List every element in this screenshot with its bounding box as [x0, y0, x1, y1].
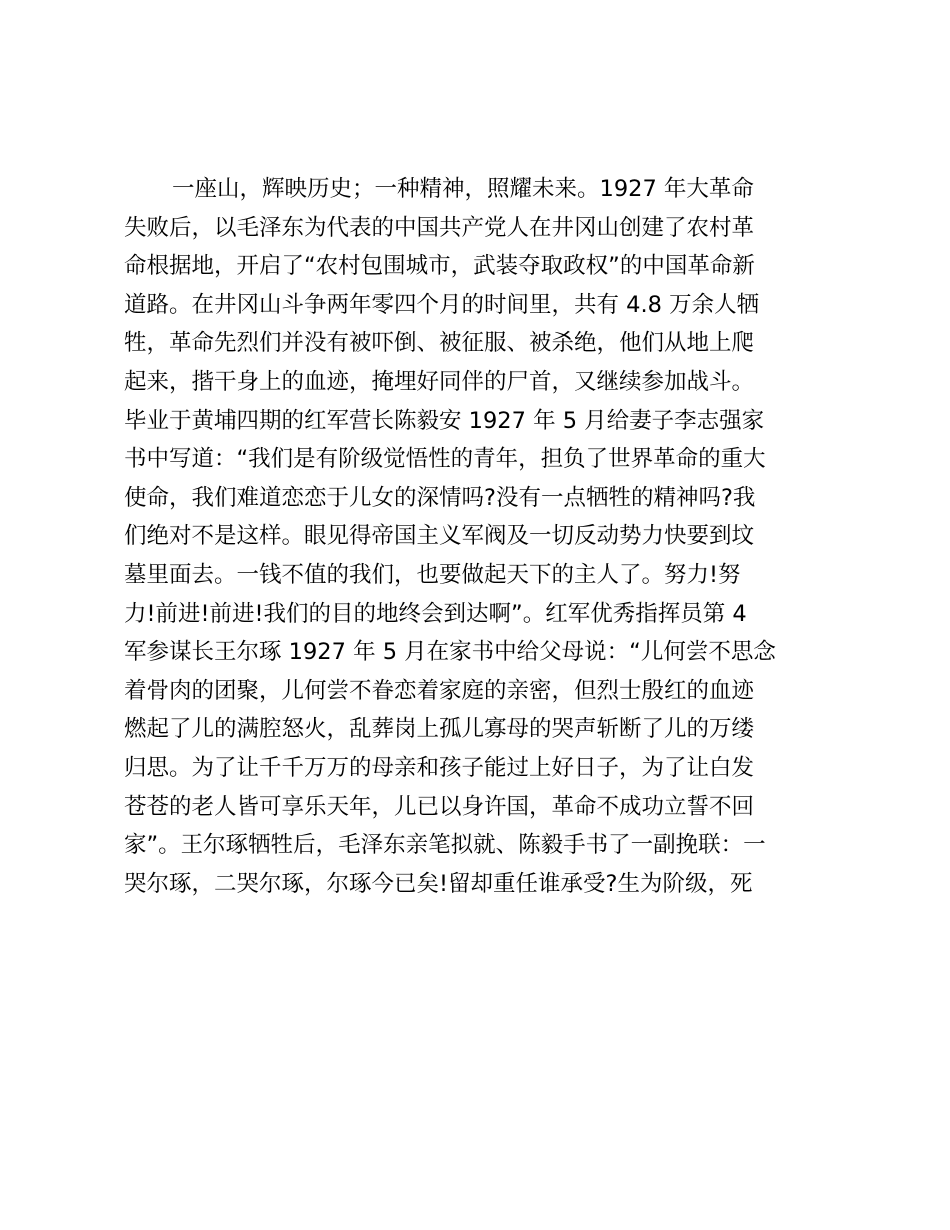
text-line-2: 失败后，以毛泽东为代表的中国共产党人在井冈山创建了农村革	[124, 214, 755, 241]
text-line-6: 起来，揩干身上的血迹，掩埋好同伴的尸首，又继续参加战斗。	[124, 368, 755, 395]
text-line-10: 们绝对不是这样。眼见得帝国主义军阀及一切反动势力快要到坟	[124, 523, 755, 550]
text-line-16: 归思。为了让千千万万的母亲和孩子能过上好日子，为了让白发	[124, 754, 755, 781]
text-line-17: 苍苍的老人皆可享乐天年，儿已以身许国，革命不成功立誓不回	[124, 793, 755, 820]
text-line-11: 墓里面去。一钱不值的我们，也要做起天下的主人了。努力!努	[124, 561, 741, 588]
text-line-18: 家”。王尔琢牺牲后，毛泽东亲笔拟就、陈毅手书了一副挽联：一	[124, 832, 766, 859]
text-line-3: 命根据地，开启了“农村包围城市，武装夺取政权”的中国革命新	[124, 253, 755, 280]
text-line-13: 军参谋长王尔琢 1927 年 5 月在家书中给父母说：“儿何尝不思念	[124, 639, 776, 666]
text-line-15: 燃起了儿的满腔怒火，乱葬岗上孤儿寡母的哭声斩断了儿的万缕	[124, 716, 755, 743]
text-line-14: 着骨肉的团聚，儿何尝不眷恋着家庭的亲密，但烈士殷红的血迹	[124, 677, 755, 704]
text-line-7: 毕业于黄埔四期的红军营长陈毅安 1927 年 5 月给妻子李志强家	[124, 407, 765, 434]
body-paragraph	[124, 170, 844, 903]
text-line-4: 道路。在井冈山斗争两年零四个月的时间里，共有 4.8 万余人牺	[124, 291, 760, 318]
text-line-5: 牲，革命先烈们并没有被吓倒、被征服、被杀绝，他们从地上爬	[124, 330, 755, 357]
text-line-12: 力!前进!前进!我们的目的地终会到达啊”。红军优秀指挥员第 4	[124, 600, 747, 627]
text-line-1: 一座山，辉映历史；一种精神，照耀未来。1927 年大革命	[172, 176, 754, 202]
text-line-9: 使命，我们难道恋恋于儿女的深情吗?没有一点牺牲的精神吗?我	[124, 484, 756, 511]
text-line-8: 书中写道：“我们是有阶级觉悟性的青年，担负了世界革命的重大	[124, 446, 766, 473]
text-line-19: 哭尔琢，二哭尔琢，尔琢今已矣!留却重任谁承受?生为阶级，死	[124, 870, 753, 897]
